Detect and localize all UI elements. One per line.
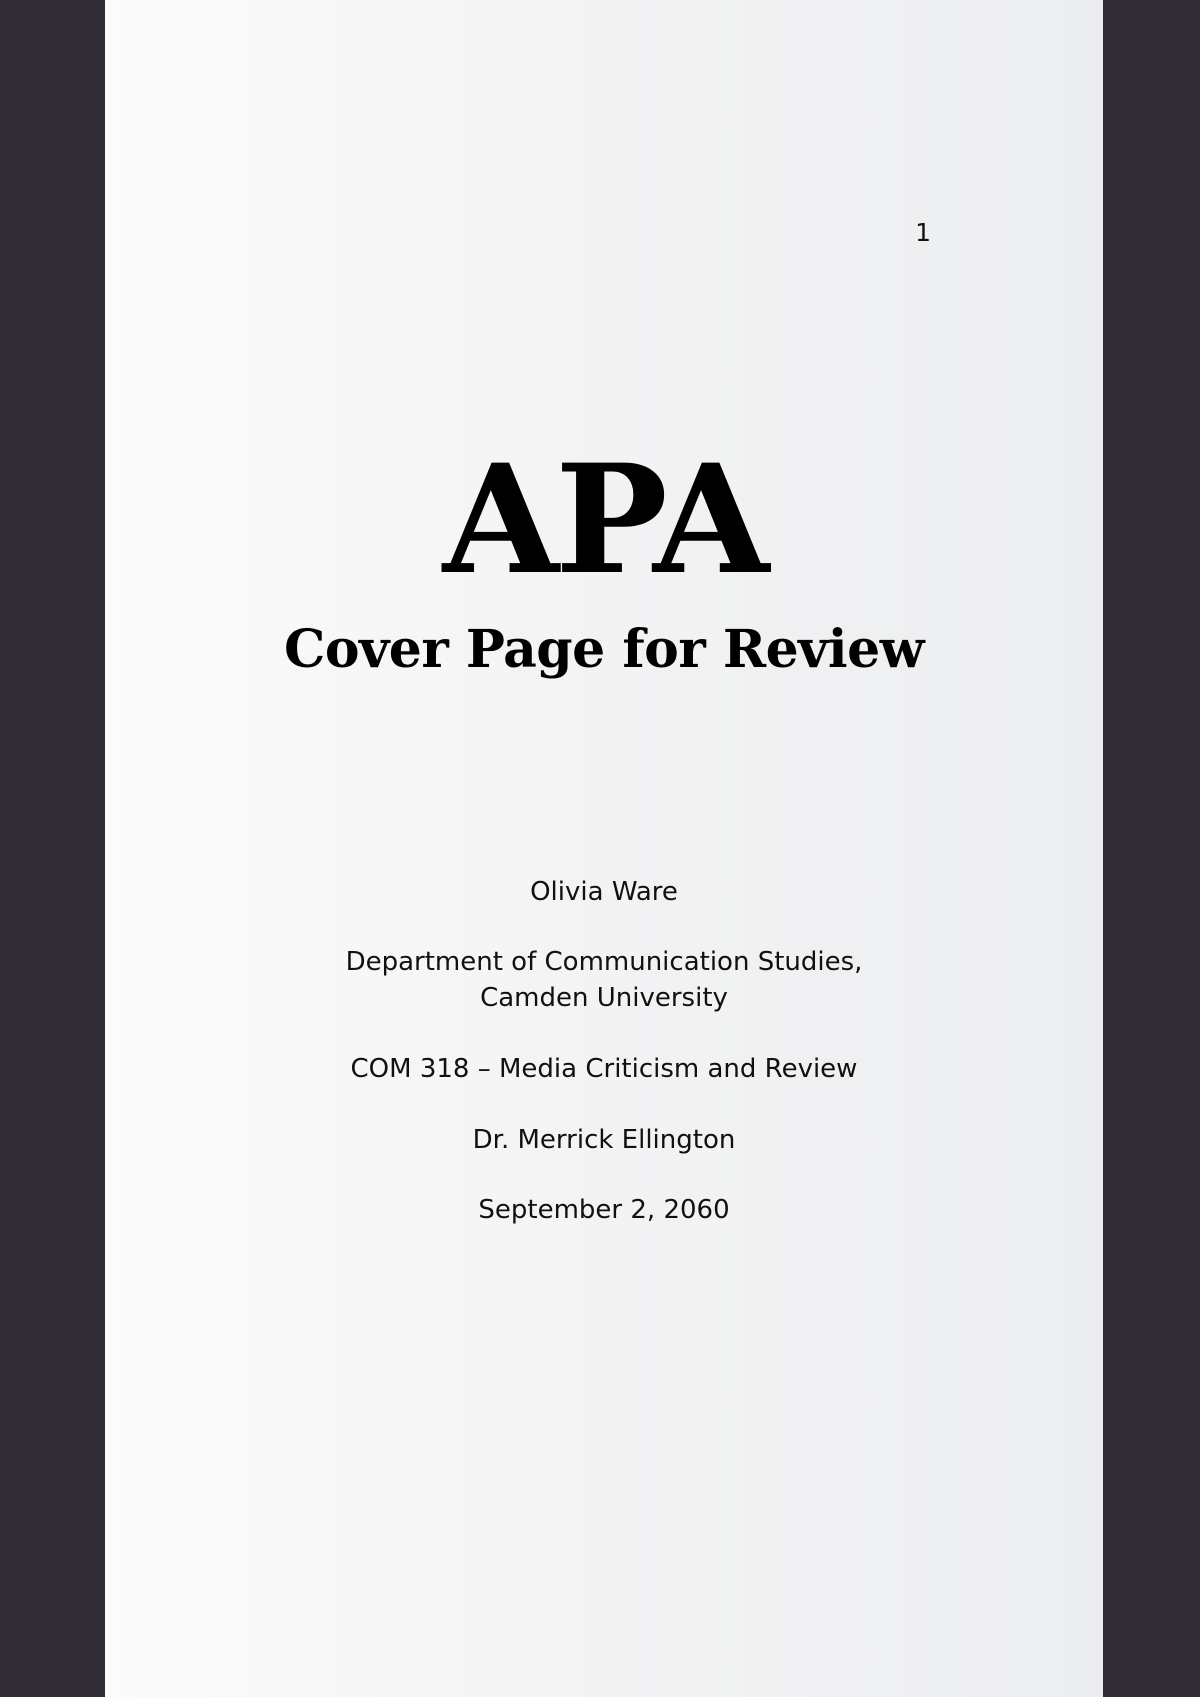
affiliation-line-1: Department of Communication Studies, xyxy=(345,947,863,977)
document-subtitle: Cover Page for Review xyxy=(284,619,924,680)
instructor-name: Dr. Merrick Ellington xyxy=(472,1125,736,1155)
document-page xyxy=(105,0,1103,1697)
page-number: 1 xyxy=(915,218,931,247)
document-title: APA xyxy=(442,432,766,608)
author-name: Olivia Ware xyxy=(530,877,678,907)
due-date: September 2, 2060 xyxy=(478,1195,730,1225)
course-name: COM 318 – Media Criticism and Review xyxy=(350,1054,858,1084)
affiliation-line-2: Camden University xyxy=(480,983,728,1013)
